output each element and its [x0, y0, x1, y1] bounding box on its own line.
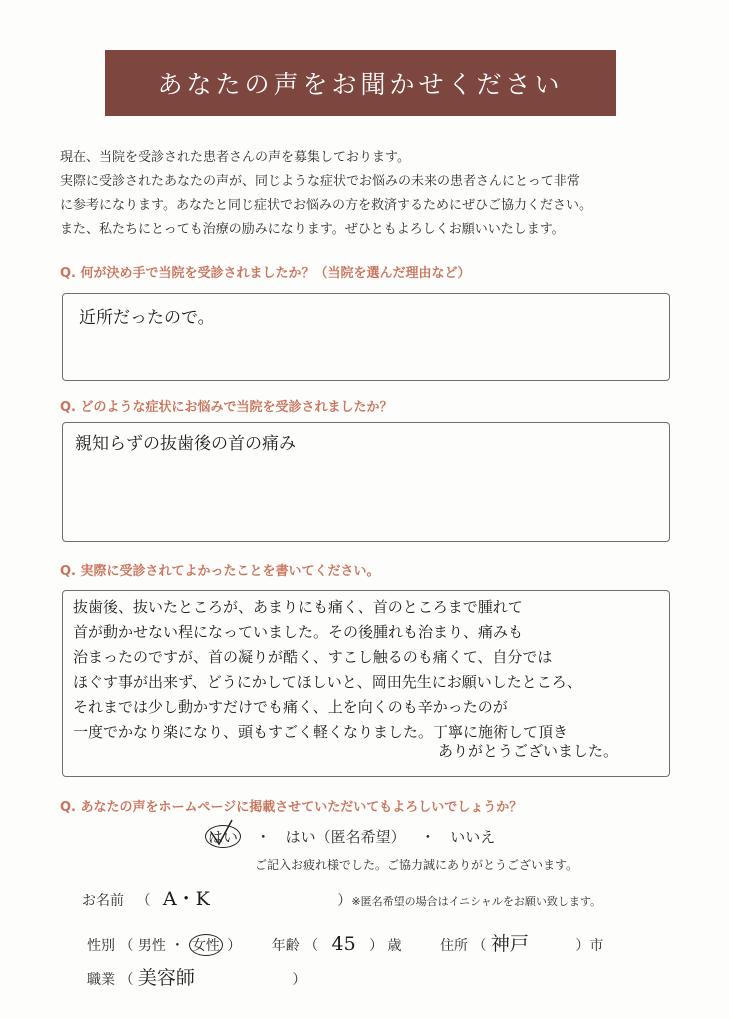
answer-3-text: [73, 595, 618, 764]
question-2-label: Q. どのような症状にお悩みで当院を受診されましたか？: [60, 400, 393, 415]
answer-2-box[interactable]: [62, 422, 670, 542]
answer-3-line: 首が動かせない程になっていました。その後腫れも治まり、痛みも: [73, 623, 524, 641]
age-unit: 歳: [387, 938, 402, 954]
option-separator: ・: [420, 828, 436, 846]
name-value[interactable]: A・K: [162, 888, 210, 910]
option-no[interactable]: いいえ: [450, 828, 496, 846]
option-yes[interactable]: はい: [205, 825, 241, 848]
intro-line: また、私たちにとっても治療の励みになります。ぜひともよろしくお願いいたします。: [60, 222, 565, 237]
option-yes-anonymous[interactable]: はい（匿名希望）: [285, 828, 406, 846]
answer-1-text: 近所だったので。: [79, 308, 215, 328]
publish-options: [205, 825, 495, 848]
answer-3-line: 抜歯後、抜いたところが、あまりにも痛く、首のところまで腫れて: [73, 598, 523, 616]
option-separator: ・: [255, 828, 271, 846]
name-label: お名前: [82, 893, 124, 909]
name-note: ※匿名希望の場合はイニシャルをお願い致します。: [351, 895, 602, 908]
address-label: 住所: [439, 938, 468, 954]
question-1-label: Q. 何が決め手で当院を受診されましたか？（当院を選んだ理由など）: [60, 266, 471, 281]
job-label: 職業: [87, 972, 115, 988]
address-value[interactable]: 神戸: [490, 933, 529, 955]
age-value[interactable]: 45: [331, 933, 356, 955]
gender-label: 性別: [87, 938, 115, 954]
intro-line: 現在、当院を受診された患者さんの声を募集しております。: [60, 150, 410, 165]
question-3-label: Q. 実際に受診されてよかったことを書いてください。: [60, 564, 380, 579]
intro-line: に参考になります。あなたと同じ症状でお悩みの方を救済するためにぜひご協力ください。: [60, 198, 592, 213]
answer-3-line: それまでは少し動かすだけでも痛く、上を向くのも辛かったのが: [73, 698, 508, 716]
answer-1-box[interactable]: [62, 293, 670, 381]
intro-text: [60, 146, 690, 242]
thanks-message: ご記入お疲れ様でした。ご協力誠にありがとうございます。: [255, 858, 579, 872]
answer-3-line: ありがとうございました。: [438, 742, 619, 760]
age-label: 年齢: [271, 938, 300, 954]
gender-male[interactable]: 男性: [137, 938, 166, 954]
gender-female[interactable]: 女性: [189, 934, 223, 956]
answer-3-line: 治まったのですが、首の凝りが酷く、すこし触るのも痛くて、自分では: [73, 648, 553, 666]
answer-3-line: ほぐす事が出来ず、どうにかしてほしいと、岡田先生にお願いしたところ、: [73, 673, 582, 691]
address-unit: 市: [589, 938, 604, 954]
page-title: あなたの声をお聞かせください: [105, 50, 616, 116]
answer-2-text: 親知らずの抜歯後の首の痛み: [75, 434, 296, 454]
intro-line: 実際に受診されたあなたの声が、同じような症状でお悩みの未来の患者さんにとって非常: [60, 174, 580, 189]
answer-3-line: 一度でかなり楽になり、頭もすごく軽くなりました。丁寧に施術して頂き: [73, 723, 569, 741]
name-row: お名前 （ A・K ）※匿名希望の場合はイニシャルをお願い致します。: [82, 884, 601, 911]
answer-3-box[interactable]: [62, 590, 670, 777]
details-row: 性別 （ 男性 ・ 女性 ） 年齢 （ 45 ） 歳 住所 （ 神戸 ）市: [87, 929, 603, 956]
check-mark-icon: [208, 818, 234, 848]
job-value[interactable]: 美容師: [137, 967, 195, 989]
question-4-label: Q. あなたの声をホームページに掲載させていただいてもよろしいでしょうか？: [60, 800, 523, 815]
job-row: 職業 （ 美容師 ）: [87, 963, 306, 990]
